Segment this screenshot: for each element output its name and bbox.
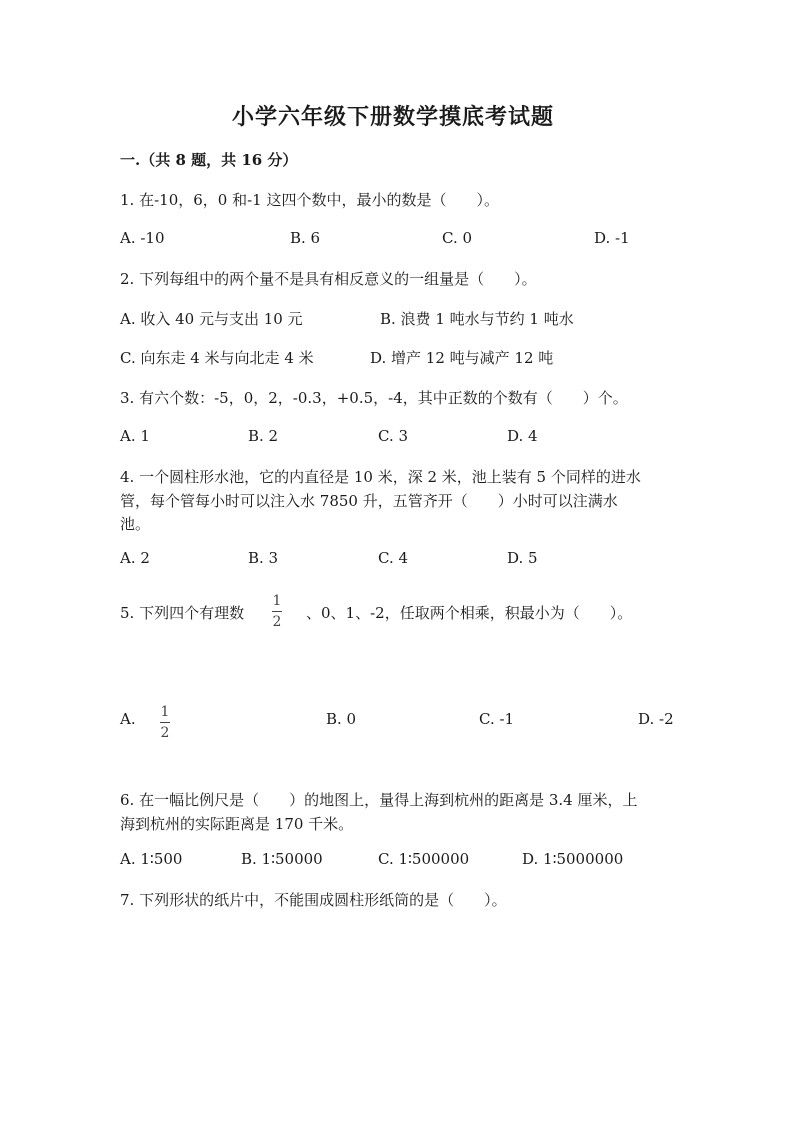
question-6-option-d: D. 1∶5000000	[522, 850, 624, 868]
question-2-option-b: B. 浪费 1 吨水与节约 1 吨水	[380, 310, 574, 328]
fraction-bar	[272, 611, 282, 612]
question-7-text: 7. 下列形状的纸片中，不能围成圆柱形纸筒的是（ ）。	[120, 891, 507, 909]
question-5-option-a-fraction	[160, 705, 170, 740]
question-2-option-d: D. 增产 12 吨与减产 12 吨	[370, 349, 554, 367]
question-5-option-b: B. 0	[326, 710, 357, 728]
question-6-line-2: 海到杭州的实际距离是 170 千米。	[120, 815, 354, 833]
question-3-option-d: D. 4	[507, 427, 538, 445]
question-4-option-b: B. 3	[248, 549, 279, 567]
question-5-fraction	[272, 594, 282, 629]
question-5-text-after: 、0、1、-2，任取两个相乘，积最小为（ ）。	[306, 604, 633, 622]
question-3-option-c: C. 3	[378, 427, 409, 445]
fraction-numerator: 1	[272, 593, 282, 609]
question-5-option-a: A.	[120, 710, 136, 728]
question-3-option-a: A. 1	[120, 427, 150, 445]
question-3-text: 3. 有六个数：-5，0，2，-0.3，+0.5，-4，其中正数的个数有（ ）个。	[120, 389, 628, 407]
question-4-line-3: 池。	[120, 515, 151, 533]
question-6-line-1: 6. 在一幅比例尺是（ ）的地图上，量得上海到杭州的距离是 3.4 厘米，上	[120, 791, 638, 809]
question-6-option-a: A. 1∶500	[120, 850, 183, 868]
question-2-text: 2. 下列每组中的两个量不是具有相反意义的一组量是（ ）。	[120, 270, 537, 288]
question-4-option-a: A. 2	[120, 549, 150, 567]
question-6-option-b: B. 1∶50000	[241, 850, 323, 868]
fraction-denominator: 2	[272, 614, 282, 630]
question-1-option-b: B. 6	[290, 229, 321, 247]
question-5-text-before: 5. 下列四个有理数	[120, 604, 245, 622]
fraction-denominator: 2	[160, 725, 170, 741]
question-4-line-1: 4. 一个圆柱形水池，它的内直径是 10 米，深 2 米，池上装有 5 个同样的进水	[120, 468, 641, 486]
question-1-text: 1. 在-10，6，0 和-1 这四个数中，最小的数是（ ）。	[120, 191, 499, 209]
fraction-numerator: 1	[160, 704, 170, 720]
fraction-bar	[160, 722, 170, 723]
question-1-option-c: C. 0	[442, 229, 473, 247]
document-title: 小学六年级下册数学摸底考试题	[232, 104, 555, 130]
question-1-option-d: D. -1	[594, 229, 630, 247]
question-5-option-c: C. -1	[479, 710, 515, 728]
question-3-option-b: B. 2	[248, 427, 279, 445]
question-4-option-d: D. 5	[507, 549, 538, 567]
question-2-option-a: A. 收入 40 元与支出 10 元	[120, 310, 303, 328]
question-4-option-c: C. 4	[378, 549, 409, 567]
question-5-option-d: D. -2	[638, 710, 674, 728]
question-2-option-c: C. 向东走 4 米与向北走 4 米	[120, 349, 314, 367]
question-6-option-c: C. 1∶500000	[378, 850, 470, 868]
question-4-line-2: 管，每个管每小时可以注入水 7850 升，五管齐开（ ）小时可以注满水	[120, 492, 618, 510]
section-heading: 一.（共 8 题，共 16 分）	[120, 151, 298, 169]
question-1-option-a: A. -10	[120, 229, 165, 247]
